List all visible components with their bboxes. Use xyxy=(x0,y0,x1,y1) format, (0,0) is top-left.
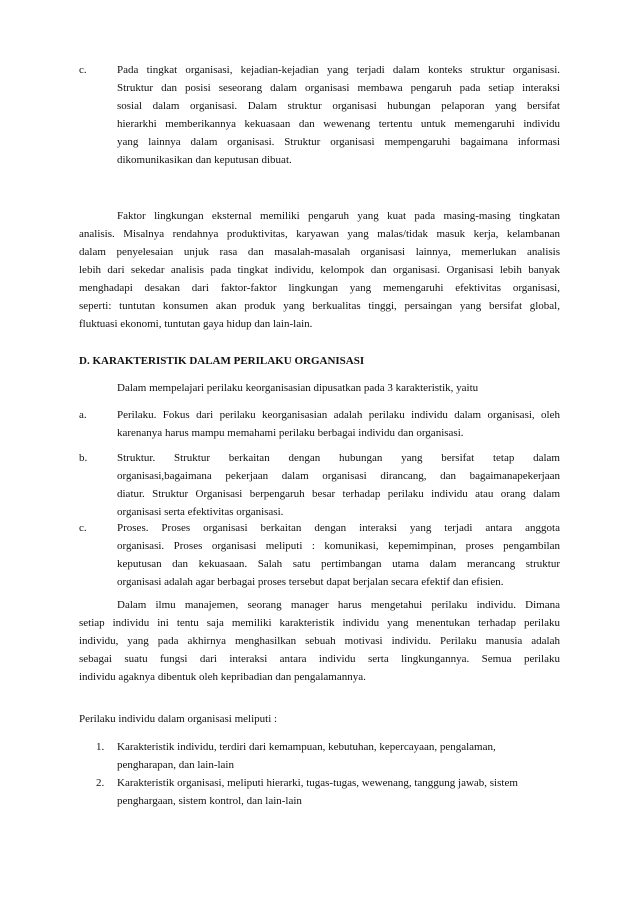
section-intro: Dalam mempelajari perilaku keorganisasian dipusatkan pada 3 karakteristik, yaitu xyxy=(117,382,479,394)
item-c2-label: c. xyxy=(79,522,87,534)
text-line: analisis. Misalnya rendahnya produktivitas, karyawan yang malas/tidak masuk kerja, kelambanan xyxy=(79,228,560,240)
text-line: penghargaan, sistem kontrol, dan lain-lain xyxy=(117,795,302,807)
item-c1-body xyxy=(117,61,560,169)
text-line: Pada tingkat organisasi, kejadian-kejadian yang terjadi dalam konteks struktur organisasi. xyxy=(117,64,560,76)
text-line: individu agaknya dibentuk oleh kepribadian dan pengalamannya. xyxy=(79,671,366,683)
text-line: diatur. Struktur Organisasi berpengaruh besar terhadap perilaku individu atau orang dalam xyxy=(117,488,560,500)
item-c1-label: c. xyxy=(79,64,87,76)
text-line: menghadapi desakan dari faktor-faktor lingkungan yang memengaruhi efektivitas organisasi, xyxy=(79,282,560,294)
text-line: yang lainnya dalam organisasi. Struktur organisasi mempengaruhi bagaimana informasi xyxy=(117,136,560,148)
paragraph-faktor xyxy=(79,207,560,333)
item-c2-body xyxy=(117,519,560,591)
item-b-body xyxy=(117,449,560,521)
text-line: dalam penyelesaian unjuk rasa dan masalah-masalah organisasi lainnya, memerlukan analisis xyxy=(79,246,560,258)
text-line: dikomunikasikan dan keputusan dibuat. xyxy=(117,154,292,166)
text-line: Struktur. Struktur berkaitan dengan hubungan yang bersifat tetap dalam xyxy=(117,452,560,464)
paragraph-manajemen xyxy=(79,596,560,686)
list-number: 1. xyxy=(96,741,105,753)
item-b-label: b. xyxy=(79,452,88,464)
text-line: hierarkhi memberikannya kekuasaan dan wewenang tertentu untuk memengaruhi individu xyxy=(117,118,560,130)
text-line: lebih dari sekedar analisis pada tingkat individu, kelompok dan organisasi. Organisasi lebih banyak xyxy=(79,264,560,276)
text-line: individu, yang pada akhirnya menghasilkan sebuah motivasi individu. Perilaku manusia adalah xyxy=(79,635,560,647)
text-line: Faktor lingkungan eksternal memiliki pengaruh yang kuat pada masing-masing tingkatan xyxy=(117,210,560,222)
item-a-body xyxy=(117,406,560,442)
text-line: Karakteristik individu, terdiri dari kemampuan, kebutuhan, kepercayaan, pengalaman, xyxy=(117,741,496,753)
text-line: Dalam ilmu manajemen, seorang manager harus mengetahui perilaku individu. Dimana xyxy=(117,599,560,611)
list-number: 2. xyxy=(96,777,105,789)
text-line: karenanya harus mampu memahami perilaku berbagai individu dan organisasi. xyxy=(117,427,464,439)
perilaku-intro: Perilaku individu dalam organisasi meliputi : xyxy=(79,713,278,725)
text-line: sosial dalam organisasi. Dalam struktur organisasi hubungan pelaporan yang bersifat xyxy=(117,100,560,112)
list-item xyxy=(117,738,547,774)
text-line: keputusan dan kekuasaan. Salah satu pertimbangan utama dalam merancang struktur xyxy=(117,558,560,570)
text-line: pengharapan, dan lain-lain xyxy=(117,759,234,771)
text-line: Proses. Proses organisasi berkaitan dengan interaksi yang terjadi antara anggota xyxy=(117,522,560,534)
section-heading: D. KARAKTERISTIK DALAM PERILAKU ORGANISASI xyxy=(79,355,365,367)
text-line: organisasi serta efektivitas organisasi. xyxy=(117,506,284,518)
text-line: setiap individu ini tentu saja memiliki karakteristik individu yang menentukan terhadap perilaku xyxy=(79,617,560,629)
text-line: sebagai suatu fungsi dari interaksi antara individu serta lingkungannya. Semua perilaku xyxy=(79,653,560,665)
text-line: organisasi. Proses organisasi meliputi : komunikasi, kepemimpinan, proses pengambilan xyxy=(117,540,560,552)
text-line: fluktuasi ekonomi, tuntutan gaya hidup dan lain-lain. xyxy=(79,318,313,330)
text-line: seperti: tuntutan konsumen akan produk yang berkualitas tinggi, persaingan yang bersifat global, xyxy=(79,300,560,312)
text-line: Perilaku. Fokus dari perilaku keorganisasian adalah perilaku individu dalam organisasi, oleh xyxy=(117,409,560,421)
item-a-label: a. xyxy=(79,409,87,421)
text-line: organisasi adalah agar berbagai proses tersebut dapat berjalan secara efektif dan efisien. xyxy=(117,576,504,588)
list-item xyxy=(117,774,547,810)
text-line: Karakteristik organisasi, meliputi hierarki, tugas-tugas, wewenang, tanggung jawab, sistem xyxy=(117,777,518,789)
text-line: Struktur dan posisi seseorang dalam organisasi membawa pengaruh pada setiap interaksi xyxy=(117,82,560,94)
text-line: organisasi,bagaimana pekerjaan dalam organisasi dirancang, dan bagaimanapekerjaan xyxy=(117,470,560,482)
